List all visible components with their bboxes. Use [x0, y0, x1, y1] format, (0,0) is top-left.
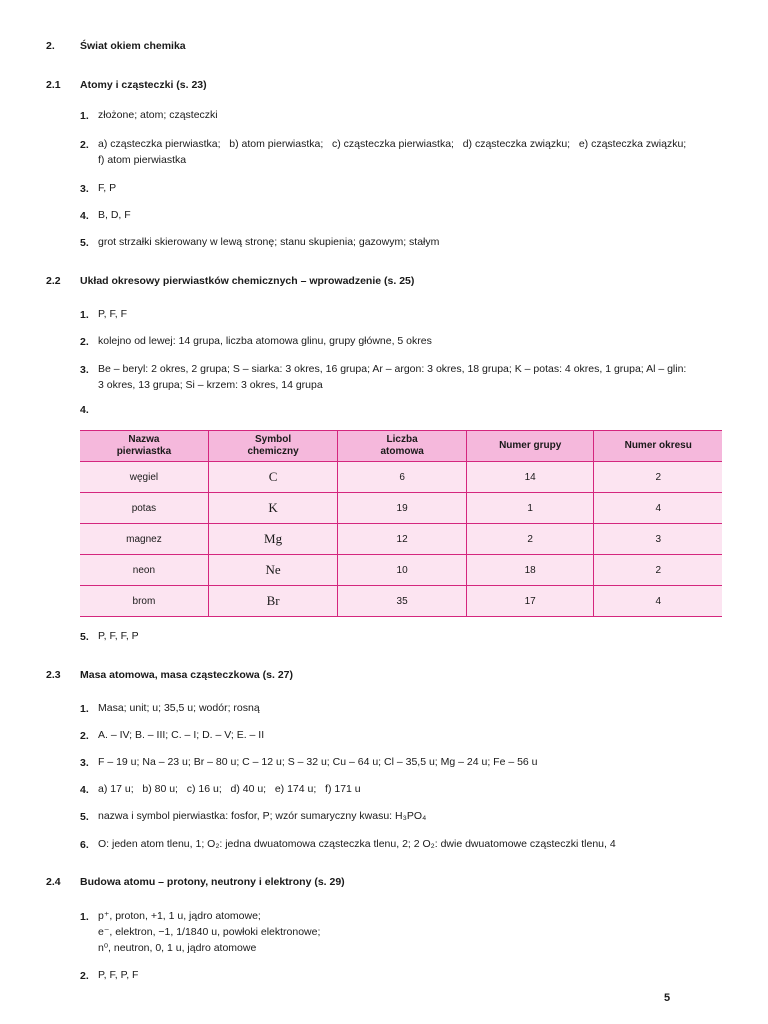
cell-name: neon [80, 555, 208, 586]
header-group: Numer grupy [466, 431, 594, 462]
cell-name: brom [80, 586, 208, 617]
section-title-2-1: Atomy i cząsteczki (s. 23) [80, 79, 207, 91]
cell-period: 2 [594, 555, 722, 586]
cell-period: 3 [594, 524, 722, 555]
item-number: 5. [80, 237, 89, 249]
cell-symbol: Ne [208, 555, 337, 586]
cell-group: 14 [466, 462, 594, 493]
cell-atomic-number: 10 [338, 555, 467, 586]
cell-period: 2 [594, 462, 722, 493]
header-symbol: Symbol chemiczny [208, 431, 337, 462]
item-number: 4. [80, 404, 89, 416]
item-number: 4. [80, 784, 89, 796]
cell-period: 4 [594, 493, 722, 524]
item-text: a) cząsteczka pierwiastka; b) atom pierwiastka; c) cząsteczka pierwiastka; d) cząsteczka związku; e) cząsteczka związku; [98, 138, 687, 150]
cell-atomic-number: 12 [338, 524, 467, 555]
item-text: kolejno od lewej: 14 grupa, liczba atomowa glinu, grupy główne, 5 okres [98, 335, 432, 347]
item-number: 1. [80, 110, 89, 122]
item-text: P, F, F, P [98, 630, 139, 642]
item-number: 1. [80, 309, 89, 321]
section-title-2-4: Budowa atomu – protony, neutrony i elektrony (s. 29) [80, 876, 345, 888]
item-number: 3. [80, 757, 89, 769]
item-number: 6. [80, 839, 89, 851]
elements-table [80, 430, 722, 617]
item-text: P, F, F [98, 308, 127, 320]
item-text: nazwa i symbol pierwiastka: fosfor, P; wzór sumaryczny kwasu: H₃PO₄ [98, 810, 427, 822]
item-text-cont: n⁰, neutron, 0, 1 u, jądro atomowe [98, 942, 257, 954]
item-number: 2. [80, 730, 89, 742]
item-text: O: jeden atom tlenu, 1; O₂: jedna dwuatomowa cząsteczka tlenu, 2; 2 O₂: dwie dwuatomowe cząsteczki tlenu, 4 [98, 838, 616, 850]
cell-symbol: Mg [208, 524, 337, 555]
item-number: 1. [80, 703, 89, 715]
cell-group: 17 [466, 586, 594, 617]
item-number: 1. [80, 911, 89, 923]
section-number-2-4: 2.4 [46, 876, 61, 888]
item-text: F – 19 u; Na – 23 u; Br – 80 u; C – 12 u; S – 32 u; Cu – 64 u; Cl – 35,5 u; Mg – 24 u; Fe – 56 u [98, 756, 538, 768]
item-number: 4. [80, 210, 89, 222]
cell-name: potas [80, 493, 208, 524]
cell-symbol: C [208, 462, 337, 493]
cell-period: 4 [594, 586, 722, 617]
header-name: Nazwa pierwiastka [80, 431, 208, 462]
item-text: Be – beryl: 2 okres, 2 grupa; S – siarka: 3 okres, 16 grupa; Ar – argon: 3 okres, 18 grupa; K – potas: 4 okres, 1 grupa; Al – glin: [98, 363, 687, 375]
item-text: p⁺, proton, +1, 1 u, jądro atomowe; [98, 910, 261, 922]
item-text-cont: e⁻, elektron, −1, 1/1840 u, powłoki elektronowe; [98, 926, 321, 938]
chapter-title: Świat okiem chemika [80, 40, 186, 52]
item-number: 5. [80, 631, 89, 643]
cell-symbol: K [208, 493, 337, 524]
table-row [80, 524, 722, 555]
chapter-number: 2. [46, 40, 55, 52]
section-number-2-1: 2.1 [46, 79, 61, 91]
cell-atomic-number: 6 [338, 462, 467, 493]
item-number: 2. [80, 336, 89, 348]
cell-atomic-number: 35 [338, 586, 467, 617]
table-row [80, 493, 722, 524]
section-title-2-2: Układ okresowy pierwiastków chemicznych – wprowadzenie (s. 25) [80, 275, 415, 287]
item-text-cont: 3 okres, 13 grupa; Si – krzem: 3 okres, 14 grupa [98, 379, 323, 391]
cell-group: 18 [466, 555, 594, 586]
cell-name: węgiel [80, 462, 208, 493]
item-number: 2. [80, 970, 89, 982]
table-row [80, 462, 722, 493]
item-number: 5. [80, 811, 89, 823]
page-number: 5 [664, 992, 671, 1004]
header-period: Numer okresu [594, 431, 722, 462]
item-number: 3. [80, 364, 89, 376]
table-row [80, 555, 722, 586]
section-number-2-2: 2.2 [46, 275, 61, 287]
header-atomic-number: Liczba atomowa [338, 431, 467, 462]
item-number: 2. [80, 139, 89, 151]
table-header-row [80, 431, 722, 462]
item-text: Masa; unit; u; 35,5 u; wodór; rosną [98, 702, 260, 714]
item-text: P, F, P, F [98, 969, 139, 981]
section-number-2-3: 2.3 [46, 669, 61, 681]
cell-symbol: Br [208, 586, 337, 617]
item-text: grot strzałki skierowany w lewą stronę; stanu skupienia; gazowym; stałym [98, 236, 440, 248]
table-row [80, 586, 722, 617]
section-title-2-3: Masa atomowa, masa cząsteczkowa (s. 27) [80, 669, 294, 681]
item-text: B, D, F [98, 209, 131, 221]
cell-atomic-number: 19 [338, 493, 467, 524]
cell-group: 2 [466, 524, 594, 555]
item-text: złożone; atom; cząsteczki [98, 109, 218, 121]
cell-name: magnez [80, 524, 208, 555]
item-text: A. – IV; B. – III; C. – I; D. – V; E. – II [98, 729, 265, 741]
item-text: a) 17 u; b) 80 u; c) 16 u; d) 40 u; e) 174 u; f) 171 u [98, 783, 361, 795]
cell-group: 1 [466, 493, 594, 524]
item-number: 3. [80, 183, 89, 195]
item-text-cont: f) atom pierwiastka [98, 154, 187, 166]
item-text: F, P [98, 182, 117, 194]
